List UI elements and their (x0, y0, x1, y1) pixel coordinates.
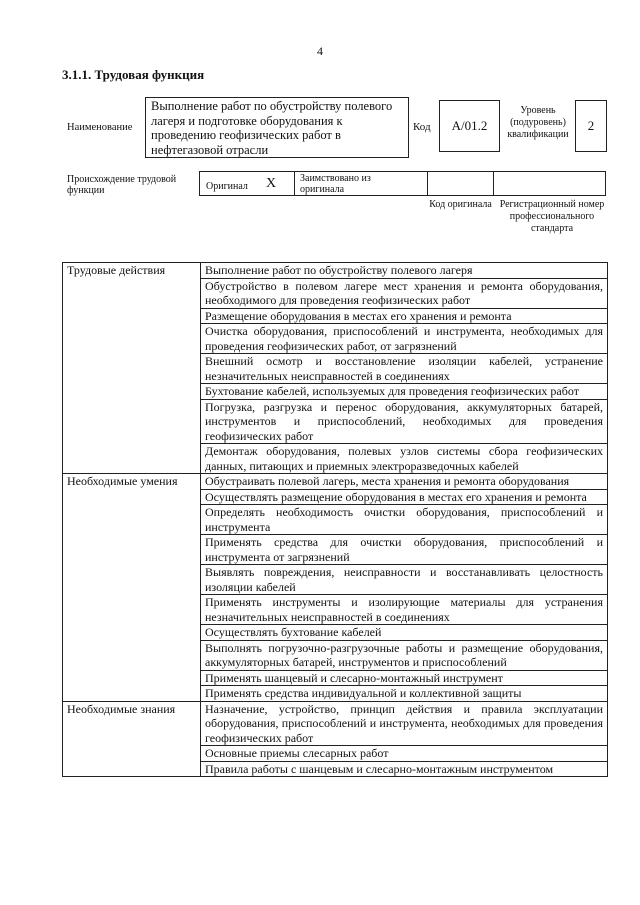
item-cell: Применять инструменты и изолирующие материалы для устранения незначительных неисправностей в соединениях (201, 595, 608, 625)
item-cell: Применять средства для очистки оборудования, приспособлений и инструмента от загрязнений (201, 535, 608, 565)
category-cell: Трудовые действия (63, 263, 201, 474)
category-cell: Необходимые знания (63, 701, 201, 777)
category-cell: Необходимые умения (63, 474, 201, 702)
code-of-original-label: Код оригинала (429, 199, 492, 210)
item-cell: Обустраивать полевой лагерь, места хранения и ремонта оборудования (201, 474, 608, 490)
function-table (62, 262, 608, 777)
function-name: Выполнение работ по обустройству полевого лагеря и подготовке оборудования к проведению геофизических работ в нефтегазовой отрасли (145, 97, 409, 158)
item-cell: Применять средства индивидуальной и коллективной защиты (201, 686, 608, 702)
item-cell: Очистка оборудования, приспособлений и инструмента, необходимых для проведения геофизических работ, от загрязнений (201, 324, 608, 354)
item-cell: Внешний осмотр и восстановление изоляции кабелей, устранение незначительных неисправностей в соединениях (201, 354, 608, 384)
table-row (63, 263, 608, 279)
item-cell: Основные приемы слесарных работ (201, 746, 608, 762)
item-cell: Применять шанцевый и слесарно-монтажный инструмент (201, 670, 608, 686)
original-mark: X (266, 176, 277, 191)
name-label: Наименование (67, 122, 133, 133)
table-row (63, 474, 608, 490)
page-number: 4 (317, 44, 323, 58)
item-cell: Обустройство в полевом лагере мест хранения и ремонта оборудования, необходимого для проведения геофизических работ (201, 278, 608, 308)
qualification-level: 2 (575, 100, 607, 152)
item-cell: Выявлять повреждения, неисправности и восстанавливать целостность изоляции кабелей (201, 565, 608, 595)
item-cell: Выполнять погрузочно-разгрузочные работы и размещение оборудования, аккумуляторных батарей, инструментов и приспособлений (201, 640, 608, 670)
item-cell: Погрузка, разгрузка и перенос оборудования, аккумуляторных батарей, инструментов и приспособлений, необходимых для проведения геофизических работ (201, 399, 608, 444)
item-cell: Правила работы с шанцевым и слесарно-монтажным инструментом (201, 761, 608, 777)
function-code: A/01.2 (439, 100, 500, 152)
borrowed-label: Заимствовано из оригинала (300, 173, 371, 195)
section-title: 3.1.1. Трудовая функция (62, 67, 205, 82)
item-cell: Выполнение работ по обустройству полевого лагеря (201, 263, 608, 279)
original-label: Оригинал (206, 181, 248, 192)
item-cell: Демонтаж оборудования, полевых узлов системы сбора геофизических данных, питающих и приемных электроразведочных кабелей (201, 444, 608, 474)
registration-number-label: Регистрационный номер профессионального стандарта (499, 199, 605, 234)
code-label: Код (413, 121, 431, 133)
item-cell: Бухтование кабелей, используемых для проведения геофизических работ (201, 384, 608, 400)
item-cell: Осуществлять размещение оборудования в местах его хранения и ремонта (201, 489, 608, 505)
table-row (63, 701, 608, 746)
item-cell: Назначение, устройство, принцип действия и правила эксплуатации оборудования, приспособлений и инструмента, необходимых для проведения геофизических работ (201, 701, 608, 746)
item-cell: Осуществлять бухтование кабелей (201, 625, 608, 641)
item-cell: Размещение оборудования в местах его хранения и ремонта (201, 308, 608, 324)
origin-regnum-cell (493, 171, 606, 196)
item-cell: Определять необходимость очистки оборудования, приспособлений и инструмента (201, 505, 608, 535)
qualification-level-label: Уровень (подуровень) квалификации (507, 105, 569, 140)
origin-label: Происхождение трудовой функции (67, 174, 177, 196)
origin-code-cell (427, 171, 494, 196)
